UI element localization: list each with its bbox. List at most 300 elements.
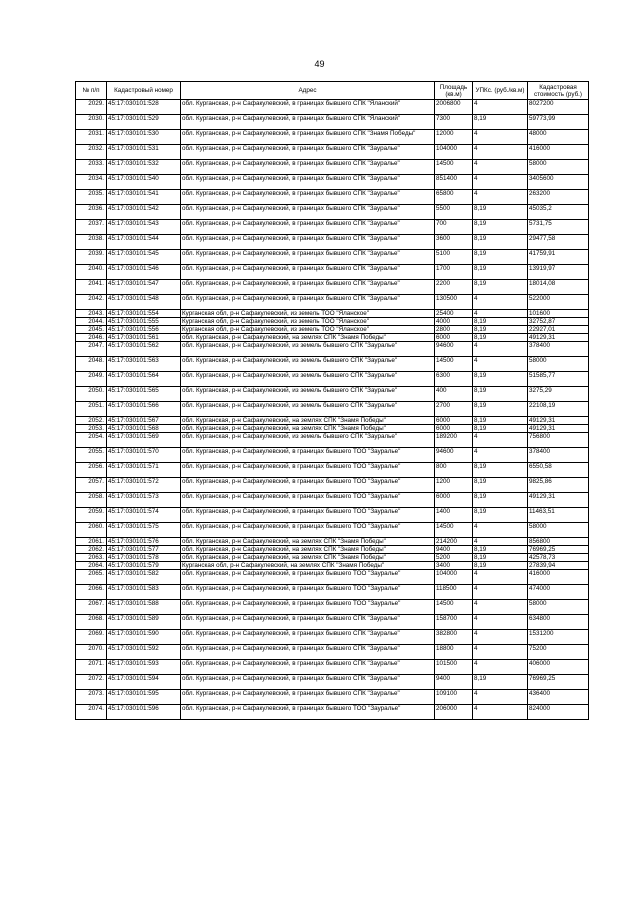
cell-area: 214200 xyxy=(435,538,473,546)
cell-area: 118500 xyxy=(435,585,473,600)
cell-upks: 4 xyxy=(473,433,528,448)
cell-row-number: 2054. xyxy=(76,433,107,448)
cell-address: обл. Курганская, р-н Сафакулевский, в границах бывшего СПК "Зауралье" xyxy=(181,630,435,645)
cell-cadastral-value: 378400 xyxy=(528,448,589,463)
table-row xyxy=(76,100,589,115)
cell-upks: 8,19 xyxy=(473,546,528,554)
table-row xyxy=(76,433,589,448)
table-row xyxy=(76,310,589,318)
table-row xyxy=(76,160,589,175)
cell-address: обл. Курганская, р-н Сафакулевский, в границах бывшего ТОО "Зауралье" xyxy=(181,493,435,508)
cell-cadastral-number: 45:17:030101:546 xyxy=(107,265,181,280)
cell-cadastral-number: 45:17:030101:542 xyxy=(107,205,181,220)
cell-area: 104000 xyxy=(435,145,473,160)
table-row xyxy=(76,478,589,493)
cell-cadastral-value: 634800 xyxy=(528,615,589,630)
cell-cadastral-number: 45:17:030101:572 xyxy=(107,478,181,493)
cell-upks: 8,19 xyxy=(473,372,528,387)
cell-cadastral-value: 1531200 xyxy=(528,630,589,645)
cell-cadastral-number: 45:17:030101:529 xyxy=(107,115,181,130)
cell-area: 18800 xyxy=(435,645,473,660)
cell-cadastral-value: 406000 xyxy=(528,660,589,675)
cell-address: обл. Курганская, р-н Сафакулевский, в границах бывшего СПК "Зауралье" xyxy=(181,160,435,175)
cell-address: обл. Курганская, р-н Сафакулевский, в границах бывшего ТОО "Зауралье" xyxy=(181,585,435,600)
cell-area: 6000 xyxy=(435,334,473,342)
cell-cadastral-value: 58000 xyxy=(528,600,589,615)
cell-address: обл. Курганская, р-н Сафакулевский, в границах бывшего СПК "Зауралье" xyxy=(181,145,435,160)
cell-cadastral-number: 45:17:030101:561 xyxy=(107,334,181,342)
cell-address: обл. Курганская, р-н Сафакулевский, из земель бывшего СПК "Зауралье" xyxy=(181,402,435,417)
cell-address: обл. Курганская, р-н Сафакулевский, в границах бывшего СПК "Зауралье" xyxy=(181,295,435,310)
cell-cadastral-number: 45:17:030101:577 xyxy=(107,546,181,554)
table-row xyxy=(76,562,589,570)
cell-cadastral-value: 49129,31 xyxy=(528,417,589,425)
cell-row-number: 2059. xyxy=(76,508,107,523)
table-row xyxy=(76,675,589,690)
cell-address: обл. Курганская, р-н Сафакулевский, в границах бывшего СПК "Зауралье" xyxy=(181,675,435,690)
cell-address: обл. Курганская, р-н Сафакулевский, в границах бывшего СПК "Зауралье" xyxy=(181,660,435,675)
cell-address: обл. Курганская, р-н Сафакулевский, в границах бывшего СПК "Зауралье" xyxy=(181,190,435,205)
cell-cadastral-value: 45035,2 xyxy=(528,205,589,220)
cell-row-number: 2042. xyxy=(76,295,107,310)
cell-cadastral-value: 22108,19 xyxy=(528,402,589,417)
cell-upks: 8,19 xyxy=(473,205,528,220)
cell-cadastral-value: 856800 xyxy=(528,538,589,546)
cell-row-number: 2061. xyxy=(76,538,107,546)
table-row xyxy=(76,600,589,615)
cell-cadastral-value: 474000 xyxy=(528,585,589,600)
cell-cadastral-value: 75200 xyxy=(528,645,589,660)
cell-upks: 8,19 xyxy=(473,220,528,235)
cell-row-number: 2064. xyxy=(76,562,107,570)
cell-cadastral-number: 45:17:030101:596 xyxy=(107,705,181,720)
table-row xyxy=(76,235,589,250)
cell-cadastral-value: 3275,29 xyxy=(528,387,589,402)
cell-area: 3400 xyxy=(435,562,473,570)
cell-cadastral-value: 824000 xyxy=(528,705,589,720)
cell-address: обл. Курганская, р-н Сафакулевский, в границах бывшего ТОО "Зауралье" xyxy=(181,705,435,720)
cell-address: Курганская обл, р-н Сафакулевский, из земель ТОО "Яланское" xyxy=(181,310,435,318)
table-row xyxy=(76,190,589,205)
page-number: 49 xyxy=(314,59,325,69)
table-row xyxy=(76,326,589,334)
cell-cadastral-number: 45:17:030101:571 xyxy=(107,463,181,478)
table-row xyxy=(76,538,589,546)
cell-area: 5500 xyxy=(435,205,473,220)
cell-area: 700 xyxy=(435,220,473,235)
table-row xyxy=(76,554,589,562)
cell-address: обл. Курганская, р-н Сафакулевский, в границах бывшего СПК "Зауралье" xyxy=(181,250,435,265)
cell-address: Курганская обл, р-н Сафакулевский, из земель ТОО "Яланское" xyxy=(181,318,435,326)
cell-cadastral-number: 45:17:030101:582 xyxy=(107,570,181,585)
cell-address: обл. Курганская, р-н Сафакулевский, в границах бывшего СПК "Зауралье" xyxy=(181,615,435,630)
cell-address: обл. Курганская, р-н Сафакулевский, в границах бывшего СПК "Яланский" xyxy=(181,100,435,115)
cell-cadastral-value: 6550,58 xyxy=(528,463,589,478)
cell-area: 94600 xyxy=(435,448,473,463)
cell-upks: 8,19 xyxy=(473,326,528,334)
cell-area: 6000 xyxy=(435,417,473,425)
table-row xyxy=(76,585,589,600)
cell-row-number: 2053. xyxy=(76,425,107,433)
cell-cadastral-number: 45:17:030101:578 xyxy=(107,554,181,562)
cell-row-number: 2049. xyxy=(76,372,107,387)
cell-area: 6000 xyxy=(435,425,473,433)
cell-address: обл. Курганская, р-н Сафакулевский, на землях СПК "Знамя Победы" xyxy=(181,546,435,554)
cell-cadastral-number: 45:17:030101:545 xyxy=(107,250,181,265)
cell-address: обл. Курганская, р-н Сафакулевский, из земель бывшего СПК "Зауралье" xyxy=(181,342,435,357)
cell-row-number: 2040. xyxy=(76,265,107,280)
cell-upks: 4 xyxy=(473,295,528,310)
cell-cadastral-number: 45:17:030101:593 xyxy=(107,660,181,675)
cell-cadastral-value: 101600 xyxy=(528,310,589,318)
cell-upks: 4 xyxy=(473,342,528,357)
cell-area: 3600 xyxy=(435,235,473,250)
cell-upks: 4 xyxy=(473,357,528,372)
table-row xyxy=(76,205,589,220)
cell-area: 189200 xyxy=(435,433,473,448)
cell-area: 130500 xyxy=(435,295,473,310)
cell-row-number: 2047. xyxy=(76,342,107,357)
cell-upks: 8,19 xyxy=(473,235,528,250)
table-row xyxy=(76,342,589,357)
cell-cadastral-number: 45:17:030101:583 xyxy=(107,585,181,600)
cell-cadastral-value: 5731,75 xyxy=(528,220,589,235)
cell-cadastral-number: 45:17:030101:548 xyxy=(107,295,181,310)
cell-area: 1200 xyxy=(435,478,473,493)
cell-cadastral-number: 45:17:030101:530 xyxy=(107,130,181,145)
cell-cadastral-number: 45:17:030101:570 xyxy=(107,448,181,463)
cell-cadastral-value: 416000 xyxy=(528,570,589,585)
cell-cadastral-number: 45:17:030101:564 xyxy=(107,372,181,387)
cell-address: обл. Курганская, р-н Сафакулевский, в границах бывшего СПК "Зауралье" xyxy=(181,175,435,190)
cell-cadastral-number: 45:17:030101:566 xyxy=(107,402,181,417)
cell-area: 109100 xyxy=(435,690,473,705)
cell-address: обл. Курганская, р-н Сафакулевский, в границах бывшего СПК "Зауралье" xyxy=(181,235,435,250)
cell-area: 800 xyxy=(435,463,473,478)
table-row xyxy=(76,448,589,463)
cell-cadastral-number: 45:17:030101:563 xyxy=(107,357,181,372)
cell-area: 14500 xyxy=(435,160,473,175)
cell-area: 94600 xyxy=(435,342,473,357)
cell-cadastral-value: 522000 xyxy=(528,295,589,310)
cell-upks: 4 xyxy=(473,175,528,190)
cell-upks: 8,19 xyxy=(473,318,528,326)
cell-cadastral-value: 42578,73 xyxy=(528,554,589,562)
cell-area: 382800 xyxy=(435,630,473,645)
cell-cadastral-number: 45:17:030101:528 xyxy=(107,100,181,115)
cell-row-number: 2041. xyxy=(76,280,107,295)
cell-upks: 8,19 xyxy=(473,562,528,570)
cell-cadastral-number: 45:17:030101:543 xyxy=(107,220,181,235)
cell-area: 9400 xyxy=(435,546,473,554)
table-row xyxy=(76,417,589,425)
cell-upks: 8,19 xyxy=(473,387,528,402)
cell-cadastral-value: 13919,97 xyxy=(528,265,589,280)
table-row xyxy=(76,357,589,372)
cell-cadastral-number: 45:17:030101:544 xyxy=(107,235,181,250)
cell-area: 5200 xyxy=(435,554,473,562)
table-row xyxy=(76,295,589,310)
cell-row-number: 2044. xyxy=(76,318,107,326)
cell-upks: 8,19 xyxy=(473,508,528,523)
cell-address: обл. Курганская, р-н Сафакулевский, на землях СПК "Знамя Победы" xyxy=(181,334,435,342)
cell-cadastral-value: 11463,51 xyxy=(528,508,589,523)
cell-cadastral-value: 416000 xyxy=(528,145,589,160)
table-row xyxy=(76,425,589,433)
cell-cadastral-value: 8027200 xyxy=(528,100,589,115)
cell-cadastral-value: 29477,58 xyxy=(528,235,589,250)
cell-cadastral-number: 45:17:030101:590 xyxy=(107,630,181,645)
cell-address: обл. Курганская, р-н Сафакулевский, в границах бывшего ТОО "Зауралье" xyxy=(181,523,435,538)
table-row xyxy=(76,372,589,387)
cell-area: 65800 xyxy=(435,190,473,205)
cell-upks: 8,19 xyxy=(473,115,528,130)
cell-cadastral-number: 45:17:030101:567 xyxy=(107,417,181,425)
cell-cadastral-number: 45:17:030101:595 xyxy=(107,690,181,705)
cell-area: 4000 xyxy=(435,318,473,326)
cell-cadastral-value: 263200 xyxy=(528,190,589,205)
cell-upks: 4 xyxy=(473,690,528,705)
cell-row-number: 2032. xyxy=(76,145,107,160)
cell-cadastral-number: 45:17:030101:532 xyxy=(107,160,181,175)
cell-cadastral-value: 3405600 xyxy=(528,175,589,190)
cell-row-number: 2031. xyxy=(76,130,107,145)
table-row xyxy=(76,130,589,145)
cell-area: 400 xyxy=(435,387,473,402)
cell-area: 9400 xyxy=(435,675,473,690)
col-header-cadastral-number: Кадастровый номер xyxy=(107,82,181,100)
cell-row-number: 2038. xyxy=(76,235,107,250)
cell-cadastral-value: 32752,87 xyxy=(528,318,589,326)
cell-row-number: 2067. xyxy=(76,600,107,615)
cell-cadastral-value: 27839,94 xyxy=(528,562,589,570)
table-row xyxy=(76,690,589,705)
cell-row-number: 2062. xyxy=(76,546,107,554)
cell-address: обл. Курганская, р-н Сафакулевский, в границах бывшего СПК "Зауралье" xyxy=(181,265,435,280)
cell-row-number: 2066. xyxy=(76,585,107,600)
cell-area: 7300 xyxy=(435,115,473,130)
cell-address: обл. Курганская, р-н Сафакулевский, из земель бывшего СПК "Зауралье" xyxy=(181,372,435,387)
cell-cadastral-number: 45:17:030101:555 xyxy=(107,318,181,326)
cell-area: 2700 xyxy=(435,402,473,417)
cell-upks: 4 xyxy=(473,130,528,145)
cell-row-number: 2055. xyxy=(76,448,107,463)
table-row xyxy=(76,546,589,554)
cell-cadastral-value: 58000 xyxy=(528,357,589,372)
cell-address: обл. Курганская, р-н Сафакулевский, на землях СПК "Знамя Победы" xyxy=(181,538,435,546)
table-row xyxy=(76,402,589,417)
cell-upks: 4 xyxy=(473,145,528,160)
cell-area: 5100 xyxy=(435,250,473,265)
cell-area: 1400 xyxy=(435,508,473,523)
cell-cadastral-value: 51585,77 xyxy=(528,372,589,387)
table-row xyxy=(76,463,589,478)
cell-row-number: 2068. xyxy=(76,615,107,630)
cell-area: 14500 xyxy=(435,523,473,538)
cell-cadastral-value: 48000 xyxy=(528,130,589,145)
cell-address: обл. Курганская, р-н Сафакулевский, в границах бывшего СПК "Зауралье" xyxy=(181,280,435,295)
cell-area: 104000 xyxy=(435,570,473,585)
cell-address: обл. Курганская, р-н Сафакулевский, в границах бывшего СПК "Знамя Победы" xyxy=(181,130,435,145)
cell-upks: 8,19 xyxy=(473,463,528,478)
cell-upks: 4 xyxy=(473,310,528,318)
cell-address: обл. Курганская, р-н Сафакулевский, из земель бывшего СПК "Зауралье" xyxy=(181,357,435,372)
cell-area: 1700 xyxy=(435,265,473,280)
cell-area: 2200 xyxy=(435,280,473,295)
table-header-row xyxy=(76,82,589,100)
cell-row-number: 2056. xyxy=(76,463,107,478)
cell-cadastral-number: 45:17:030101:531 xyxy=(107,145,181,160)
cell-area: 6000 xyxy=(435,493,473,508)
cell-area: 206000 xyxy=(435,705,473,720)
table-row xyxy=(76,145,589,160)
cell-address: обл. Курганская, р-н Сафакулевский, из земель бывшего СПК "Зауралье" xyxy=(181,387,435,402)
table-row xyxy=(76,220,589,235)
cell-row-number: 2029. xyxy=(76,100,107,115)
cell-cadastral-number: 45:17:030101:575 xyxy=(107,523,181,538)
cell-row-number: 2034. xyxy=(76,175,107,190)
cell-cadastral-number: 45:17:030101:589 xyxy=(107,615,181,630)
table-row xyxy=(76,265,589,280)
cell-area: 14500 xyxy=(435,600,473,615)
cell-row-number: 2069. xyxy=(76,630,107,645)
cell-upks: 4 xyxy=(473,160,528,175)
cell-area: 2800 xyxy=(435,326,473,334)
cell-cadastral-number: 45:17:030101:565 xyxy=(107,387,181,402)
cell-row-number: 2072. xyxy=(76,675,107,690)
cell-row-number: 2074. xyxy=(76,705,107,720)
cell-cadastral-number: 45:17:030101:579 xyxy=(107,562,181,570)
cell-upks: 8,19 xyxy=(473,554,528,562)
cell-cadastral-number: 45:17:030101:569 xyxy=(107,433,181,448)
cell-row-number: 2039. xyxy=(76,250,107,265)
cell-cadastral-number: 45:17:030101:574 xyxy=(107,508,181,523)
table-body xyxy=(76,100,589,720)
cell-address: Курганская обл, р-н Сафакулевский, на землях СПК "Знамя Победы" xyxy=(181,562,435,570)
cell-cadastral-number: 45:17:030101:573 xyxy=(107,493,181,508)
cell-cadastral-value: 22927,01 xyxy=(528,326,589,334)
cell-upks: 8,19 xyxy=(473,675,528,690)
cell-row-number: 2046. xyxy=(76,334,107,342)
table-row xyxy=(76,523,589,538)
cell-row-number: 2033. xyxy=(76,160,107,175)
cell-address: обл. Курганская, р-н Сафакулевский, в границах бывшего ТОО "Зауралье" xyxy=(181,463,435,478)
cell-upks: 4 xyxy=(473,570,528,585)
cell-address: обл. Курганская, р-н Сафакулевский, в границах бывшего ТОО "Зауралье" xyxy=(181,478,435,493)
cell-row-number: 2048. xyxy=(76,357,107,372)
cell-row-number: 2045. xyxy=(76,326,107,334)
cell-address: обл. Курганская, р-н Сафакулевский, в границах бывшего СПК "Зауралье" xyxy=(181,690,435,705)
cell-upks: 8,19 xyxy=(473,493,528,508)
table-row xyxy=(76,660,589,675)
cell-cadastral-value: 41759,91 xyxy=(528,250,589,265)
cell-cadastral-number: 45:17:030101:568 xyxy=(107,425,181,433)
col-header-address: Адрес xyxy=(181,82,435,100)
cell-cadastral-value: 756800 xyxy=(528,433,589,448)
cell-area: 158700 xyxy=(435,615,473,630)
cell-address: обл. Курганская, р-н Сафакулевский, в границах бывшего СПК "Зауралье" xyxy=(181,220,435,235)
cell-cadastral-number: 45:17:030101:540 xyxy=(107,175,181,190)
cell-area: 6300 xyxy=(435,372,473,387)
cell-upks: 4 xyxy=(473,523,528,538)
cell-upks: 4 xyxy=(473,705,528,720)
cell-upks: 4 xyxy=(473,448,528,463)
col-header-area: Площадь (кв.м) xyxy=(435,82,473,100)
cell-upks: 8,19 xyxy=(473,402,528,417)
table-row xyxy=(76,570,589,585)
cell-cadastral-number: 45:17:030101:562 xyxy=(107,342,181,357)
cell-address: Курганская обл, р-н Сафакулевский, из земель ТОО "Яланское" xyxy=(181,326,435,334)
table-row xyxy=(76,615,589,630)
cell-address: обл. Курганская, р-н Сафакулевский, в границах бывшего СПК "Зауралье" xyxy=(181,645,435,660)
cell-area: 25400 xyxy=(435,310,473,318)
cell-address: обл. Курганская, р-н Сафакулевский, на землях СПК "Знамя Победы" xyxy=(181,417,435,425)
cell-address: обл. Курганская, р-н Сафакулевский, в границах бывшего ТОО "Зауралье" xyxy=(181,570,435,585)
cell-row-number: 2051. xyxy=(76,402,107,417)
cell-upks: 8,19 xyxy=(473,417,528,425)
cell-row-number: 2070. xyxy=(76,645,107,660)
cell-cadastral-number: 45:17:030101:547 xyxy=(107,280,181,295)
table-row xyxy=(76,645,589,660)
table-row xyxy=(76,705,589,720)
cell-row-number: 2030. xyxy=(76,115,107,130)
cell-upks: 4 xyxy=(473,645,528,660)
col-header-upks: УПКс. (руб./кв.м) xyxy=(473,82,528,100)
cell-row-number: 2043. xyxy=(76,310,107,318)
table-row xyxy=(76,508,589,523)
cell-cadastral-value: 58000 xyxy=(528,523,589,538)
cell-area: 14500 xyxy=(435,357,473,372)
cell-cadastral-number: 45:17:030101:541 xyxy=(107,190,181,205)
cell-upks: 4 xyxy=(473,585,528,600)
cell-cadastral-value: 76969,25 xyxy=(528,546,589,554)
cell-row-number: 2052. xyxy=(76,417,107,425)
cell-upks: 4 xyxy=(473,100,528,115)
cell-upks: 4 xyxy=(473,630,528,645)
cell-cadastral-number: 45:17:030101:588 xyxy=(107,600,181,615)
cell-cadastral-number: 45:17:030101:576 xyxy=(107,538,181,546)
cell-address: обл. Курганская, р-н Сафакулевский, на землях СПК "Знамя Победы" xyxy=(181,554,435,562)
cell-cadastral-value: 9825,86 xyxy=(528,478,589,493)
cell-row-number: 2037. xyxy=(76,220,107,235)
cell-cadastral-number: 45:17:030101:592 xyxy=(107,645,181,660)
cell-cadastral-value: 49129,31 xyxy=(528,425,589,433)
cell-row-number: 2057. xyxy=(76,478,107,493)
cell-cadastral-number: 45:17:030101:556 xyxy=(107,326,181,334)
cell-cadastral-value: 436400 xyxy=(528,690,589,705)
cell-row-number: 2065. xyxy=(76,570,107,585)
table-row xyxy=(76,175,589,190)
cell-row-number: 2058. xyxy=(76,493,107,508)
cell-area: 2006800 xyxy=(435,100,473,115)
cell-address: обл. Курганская, р-н Сафакулевский, в границах бывшего СПК "Яланский" xyxy=(181,115,435,130)
cell-row-number: 2036. xyxy=(76,205,107,220)
cell-cadastral-number: 45:17:030101:554 xyxy=(107,310,181,318)
table-row xyxy=(76,387,589,402)
cell-address: обл. Курганская, р-н Сафакулевский, в границах бывшего ТОО "Зауралье" xyxy=(181,508,435,523)
cell-upks: 4 xyxy=(473,190,528,205)
cell-address: обл. Курганская, р-н Сафакулевский, из земель бывшего СПК "Зауралье" xyxy=(181,433,435,448)
cell-cadastral-value: 59773,99 xyxy=(528,115,589,130)
cell-cadastral-value: 18014,08 xyxy=(528,280,589,295)
cell-row-number: 2063. xyxy=(76,554,107,562)
cell-cadastral-value: 76969,25 xyxy=(528,675,589,690)
cell-address: обл. Курганская, р-н Сафакулевский, на землях СПК "Знамя Победы" xyxy=(181,425,435,433)
table-row xyxy=(76,318,589,326)
cell-upks: 8,19 xyxy=(473,280,528,295)
cell-cadastral-number: 45:17:030101:594 xyxy=(107,675,181,690)
cell-address: обл. Курганская, р-н Сафакулевский, в границах бывшего ТОО "Зауралье" xyxy=(181,600,435,615)
